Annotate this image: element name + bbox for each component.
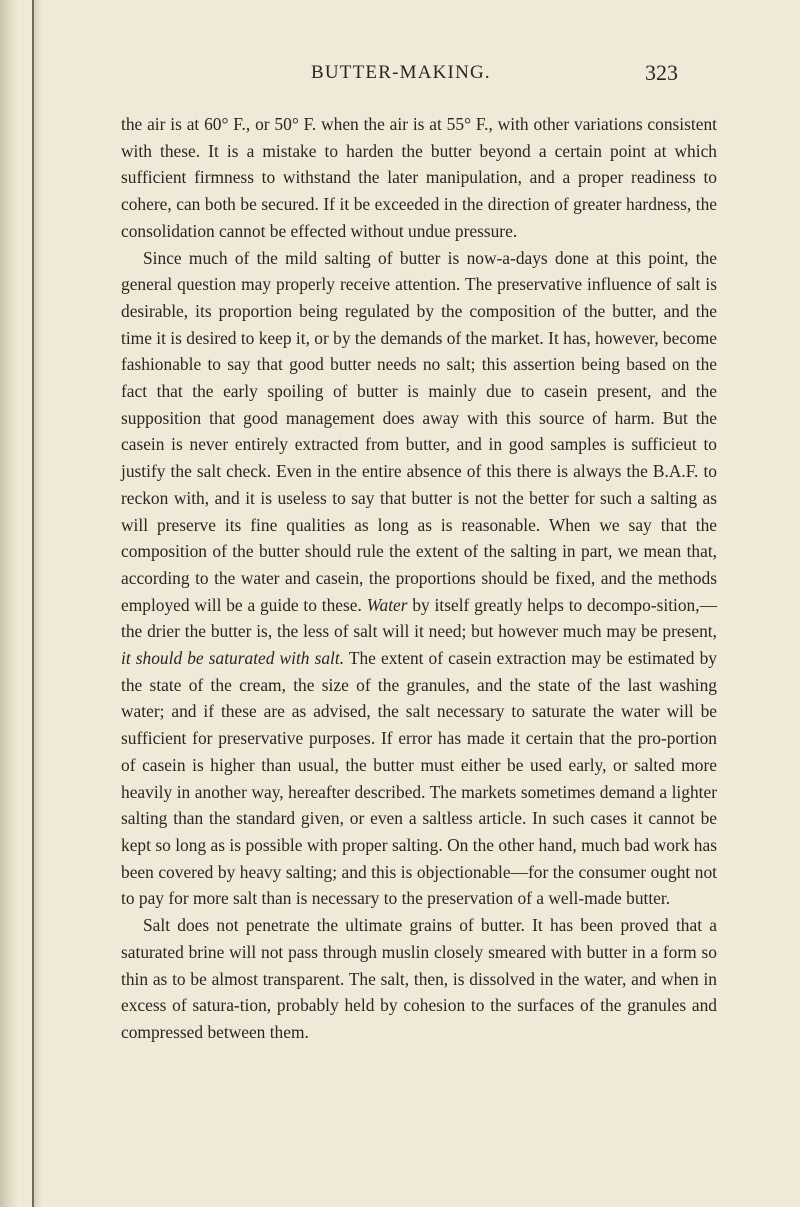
italic-water: Water <box>366 594 408 615</box>
page-number: 323 <box>645 60 678 85</box>
paragraph-2-part-b: by itself greatly helps to decompo-sition,—the drier the butter is, the less of salt will it need; but however much may be present, <box>121 594 717 642</box>
page-edge-shadow <box>0 0 18 1207</box>
paragraph-1: the air is at 60° F., or 50° F. when the air is at 55° F., with other variations consistent with these. It is a mistake to harden the butter beyond a certain point at which sufficient firmness to withstand the later manipulation, and a proper readiness to cohere, can both be secured. If it be exceeded in the direction of greater hardness, the consolidation cannot be effected without undue pressure. <box>121 114 717 241</box>
paragraph-2-part-c: The extent of casein extraction may be estimated by the state of the cream, the size of the granules, and the state of the last washing water; and if these are as advised, the salt necessary to saturate the water will be sufficient for preservative purposes. If error has made it certain that the pro-portion of casein is higher than usual, the butter must either be used early, or salted more heavily in another way, hereafter described. The markets sometimes demand a lighter salting than the standard given, or even a saltless article. In such cases it cannot be kept so long as is possible with proper salting. On the other hand, much bad work has been covered by heavy salting; and this is objectionable—for the consumer ought not to pay for more salt than is necessary to the preservation of a well-made butter. <box>121 648 717 909</box>
paragraph-2-part-a: Since much of the mild salting of butter is now-a-days done at this point, the general question may properly receive attention. The preservative influence of salt is desirable, its proportion being regulated by the composition of the butter, and the time it is desired to keep it, or by the demands of the market. It has, however, become fashionable to say that good butter needs no salt; this assertion being based on the fact that the early spoiling of butter is mainly due to casein present, and the supposition that good management does away with this source of harm. But the casein is never entirely extracted from butter, and in good samples is sufficieut to justify the salt check. Even in the entire absence of this there is always the B.A.F. to reckon with, and it is useless to say that butter is not the better for such a salting as will preserve its fine qualities as long as is reasonable. When we say that the composition of the butter should rule the extent of the salting in part, we mean that, according to the water and casein, the proportions should be fixed, and the methods employed will be a guide to these. <box>121 247 717 615</box>
paragraph-3: Salt does not penetrate the ultimate grains of butter. It has been proved that a saturated brine will not pass through muslin closely smeared with butter in a form so thin as to be almost transparent. The salt, then, is dissolved in the water, and when in excess of satura-tion, probably held by cohesion to the surfaces of the granules and compressed between them. <box>121 915 717 1042</box>
paragraph-2 <box>121 245 717 913</box>
binding-gutter <box>34 0 42 1207</box>
running-head: BUTTER-MAKING. <box>311 62 491 83</box>
body-text <box>121 111 717 1046</box>
page-header <box>0 56 800 88</box>
italic-saturated-phrase: it should be saturated with salt. <box>121 648 345 669</box>
